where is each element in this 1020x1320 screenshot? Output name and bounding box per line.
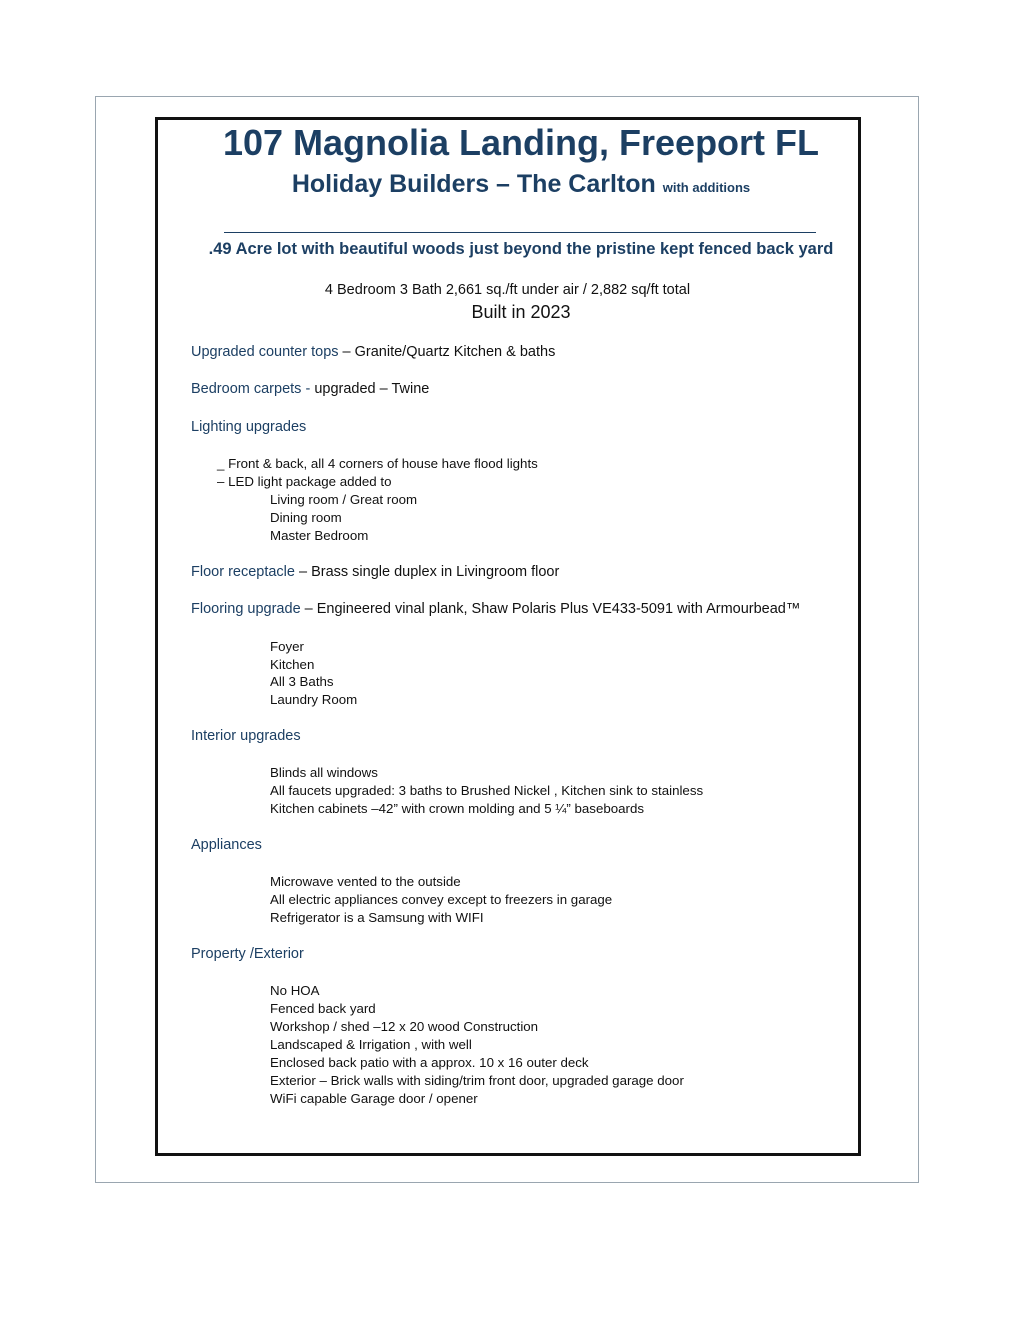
appliances-item: Microwave vented to the outside <box>270 874 461 889</box>
exterior-item: Exterior – Brick walls with siding/trim front door, upgraded garage door <box>270 1073 684 1088</box>
interior-item: All faucets upgraded: 3 baths to Brushed Nickel , Kitchen sink to stainless <box>270 783 704 798</box>
flooring-item: Kitchen <box>270 657 315 672</box>
subtitle-note: with additions <box>662 180 751 195</box>
built-year: Built in 2023 <box>471 302 571 322</box>
exterior-item: Fenced back yard <box>270 1001 376 1016</box>
lighting-item: _ Front & back, all 4 corners of house have flood lights <box>217 456 538 471</box>
receptacle-label: Floor receptacle <box>191 564 295 580</box>
flooring-item: Foyer <box>270 639 304 654</box>
exterior-label: Property /Exterior <box>191 946 304 962</box>
page-title: 107 Magnolia Landing, Freeport FL <box>222 122 820 163</box>
lighting-item: Dining room <box>270 510 342 525</box>
appliances-heading <box>191 837 262 853</box>
builder-subtitle <box>0 170 1020 199</box>
counter-tops-line <box>191 344 555 360</box>
divider-rule <box>224 232 816 233</box>
interior-label: Interior upgrades <box>191 728 301 744</box>
interior-heading <box>191 728 301 744</box>
lot-description: .49 Acre lot with beautiful woods just beyond the pristine kept fenced back yard <box>208 240 834 258</box>
flooring-item: Laundry Room <box>270 692 358 707</box>
exterior-item: No HOA <box>270 983 320 998</box>
flooring-item: All 3 Baths <box>270 674 334 689</box>
lighting-item: Master Bedroom <box>270 528 369 543</box>
appliances-item: All electric appliances convey except to freezers in garage <box>270 892 613 907</box>
appliances-label: Appliances <box>191 837 262 853</box>
lighting-heading <box>191 419 306 435</box>
exterior-heading <box>191 946 304 962</box>
flyer-border <box>155 117 861 1156</box>
interior-item: Blinds all windows <box>270 765 378 780</box>
exterior-item: Workshop / shed –12 x 20 wood Construction <box>270 1019 539 1034</box>
receptacle-line <box>191 564 559 580</box>
flooring-value: – Engineered vinal plank, Shaw Polaris Plus VE433-5091 with Armourbead™ <box>300 601 801 617</box>
exterior-item: Landscaped & Irrigation , with well <box>270 1037 472 1052</box>
lighting-label: Lighting upgrades <box>191 419 307 435</box>
interior-item: Kitchen cabinets –42” with crown molding and 5 ¼” baseboards <box>270 801 645 816</box>
carpets-value: upgraded – Twine <box>314 381 430 397</box>
counter-tops-label: Upgraded counter tops <box>191 344 339 360</box>
exterior-item: Enclosed back patio with a approx. 10 x 16 outer deck <box>270 1055 589 1070</box>
flooring-line <box>191 601 800 617</box>
flooring-label: Flooring upgrade <box>191 601 301 617</box>
carpets-label: Bedroom carpets - <box>191 381 315 397</box>
exterior-item: WiFi capable Garage door / opener <box>270 1091 478 1106</box>
appliances-item: Refrigerator is a Samsung with WIFI <box>270 910 484 925</box>
counter-tops-value: – Granite/Quartz Kitchen & baths <box>338 344 556 360</box>
lighting-item: – LED light package added to <box>217 474 392 489</box>
receptacle-value: – Brass single duplex in Livingroom floor <box>294 564 560 580</box>
builder-model: Holiday Builders – The Carlton <box>291 170 656 198</box>
lighting-item: Living room / Great room <box>270 492 418 507</box>
carpets-line <box>191 381 429 397</box>
home-specs: 4 Bedroom 3 Bath 2,661 sq./ft under air / 2,882 sq/ft total <box>324 282 691 298</box>
